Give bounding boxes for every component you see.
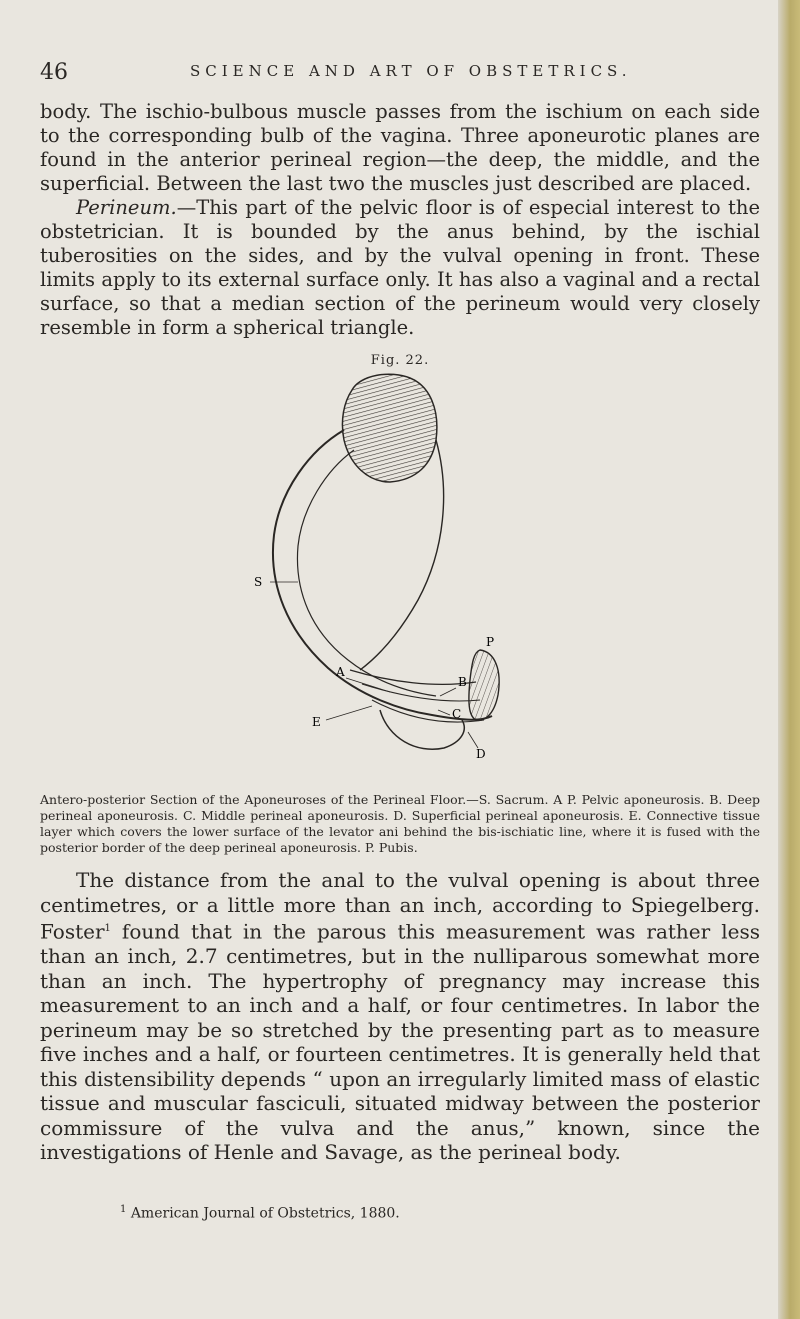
- figure-label: Fig. 22.: [370, 353, 430, 368]
- paragraph-perineum: [40, 196, 760, 340]
- label-c: C: [452, 707, 462, 721]
- leader-d: [468, 732, 478, 748]
- paragraph-perineum-text: —This part of the pelvic floor is of especial interest to the obstetrician. It is bounded by the anus behind, by the ischial tuberosities on the sides, and by the vulval opening in front. These limits apply to its external surface only. It has also a vaginal and a rectal surface, so that a median section of the perineum would very closely resemble in form a spherical triangle.: [40, 196, 760, 339]
- running-head: SCIENCE AND ART OF OBSTETRICS.: [190, 62, 632, 80]
- term-perineum: Perineum.: [76, 196, 177, 219]
- sacrum-shape: [342, 374, 436, 482]
- label-a: A: [336, 665, 345, 679]
- page-number: 46: [40, 60, 68, 85]
- label-b: B: [458, 675, 467, 689]
- label-s: S: [254, 575, 263, 589]
- label-e: E: [312, 715, 321, 729]
- leader-e: [326, 706, 372, 720]
- paragraph-distance-a: The distance from the anal to the vulval opening is about three centimetres, or a little more than an inch, according to Spiegelberg. Foster: [40, 868, 760, 944]
- pubis-shape: [469, 650, 499, 720]
- figure-22: [240, 370, 570, 790]
- aponeuroses-section-drawing: [240, 370, 570, 790]
- footnote-marker: 1: [120, 1204, 127, 1215]
- figure-caption: Antero-posterior Section of the Aponeuroses of the Perineal Floor.—S. Sacrum. A P. Pelvic aponeurosis. B. Deep perineal aponeurosis. C. Middle perineal aponeurosis. D. Superficial perineal aponeurosis. E. Connective tissue layer which covers the lower surface of the levator ani behind the bis-ischiatic line, where it is fused with the posterior border of the deep perineal aponeurosis. P. Pubis.: [40, 792, 760, 855]
- paragraph-1: body. The ischio-bulbous muscle passes from the ischium on each side to the corresponding bulb of the vagina. Three aponeurotic planes are found in the anterior perineal region—the deep, the middle, and the superficial. Between the last two the muscles just described are placed.: [40, 100, 760, 195]
- footnote-ref: 1: [104, 923, 111, 934]
- page-edge: [778, 0, 800, 1319]
- paragraph-distance: [40, 868, 760, 1165]
- leader-b: [440, 688, 456, 696]
- paragraph-distance-b: found that in the parous this measurement was rather less than an inch, 2.7 centimetres, but in the nulliparous somewhat more than an inch. The hypertrophy of pregnancy may increase this measurement to an inch and a half, or four centimetres. In labor the perineum may be so stretched by the presenting part as to measure five inches and a half, or fourteen centimetres. It is generally held that this distensibility depends “ upon an irregularly limited mass of elastic tissue and muscular fasciculi, situated midway between the posterior commissure of the vulva and the anus,” known, since the investigations of Henle and Savage, as the perineal body.: [40, 919, 760, 1165]
- leader-c: [438, 710, 450, 715]
- footnote-text: American Journal of Obstetrics, 1880.: [126, 1205, 400, 1222]
- footnote: [120, 1204, 720, 1222]
- label-p: P: [486, 635, 495, 649]
- label-d: D: [476, 747, 486, 761]
